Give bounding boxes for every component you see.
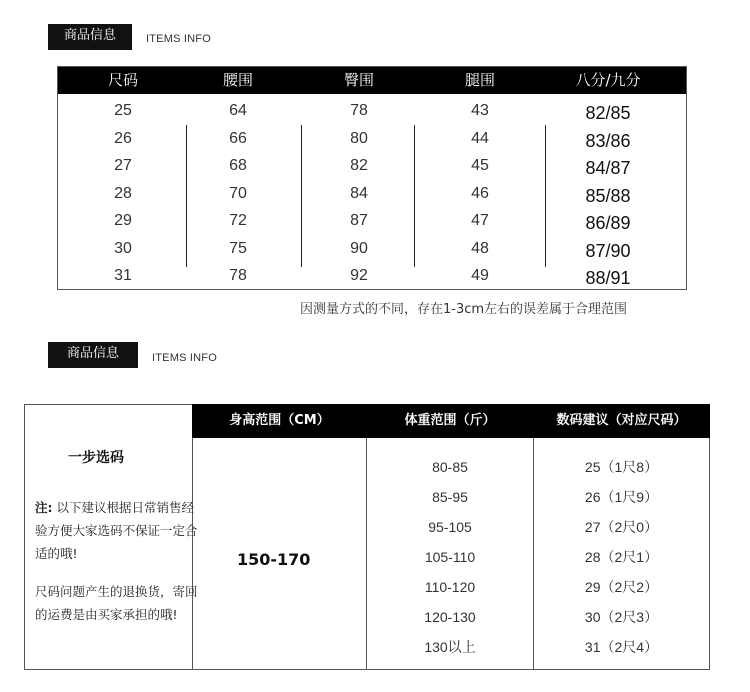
table-cell: 28 — [114, 184, 132, 202]
table-cell: 45 — [471, 157, 489, 174]
table-cell: 46 — [471, 184, 489, 202]
length-cell: 84/87 — [585, 158, 631, 178]
size-suggest-cell: 27（2尺0） — [584, 519, 659, 535]
header-height: 身高范围（CM） — [192, 404, 367, 438]
table-cell: 64 — [229, 102, 247, 119]
table-cell: 68 — [229, 157, 247, 174]
column-divider — [414, 125, 415, 267]
header-thigh: 腿围 — [464, 71, 495, 89]
column-divider — [186, 125, 187, 267]
header-length: 八分/九分 — [575, 71, 641, 89]
weight-range-cell: 105-110 — [424, 549, 476, 565]
length-cell: 85/88 — [585, 185, 631, 206]
table-cell: 92 — [350, 267, 368, 284]
measurement-note: 因测量方式的不同，存在1-3cm左右的误差属于合理范围 — [300, 302, 628, 317]
height-range: 150-170 — [237, 550, 311, 569]
table-cell: 70 — [229, 184, 247, 202]
table-cell: 87 — [350, 212, 368, 229]
weight-range-cell: 85-95 — [432, 489, 468, 505]
size-suggest-cell: 31（2尺4） — [584, 639, 659, 655]
weight-range-cell: 110-120 — [424, 579, 476, 595]
size-suggest-cell: 28（2尺1） — [584, 549, 659, 565]
table-cell: 43 — [471, 102, 489, 119]
table-cell: 25 — [114, 102, 132, 119]
section-subtitle: ITEMS INFO — [152, 352, 217, 364]
section-tag: 商品信息 — [48, 24, 132, 50]
table-cell: 90 — [350, 239, 368, 257]
note-label: 注: — [35, 500, 53, 515]
length-cell: 83/86 — [585, 130, 631, 151]
height-column — [192, 404, 367, 670]
left-panel-title: 一步选码 — [68, 450, 124, 466]
section-tag: 商品信息 — [48, 342, 138, 368]
selection-note — [35, 496, 200, 565]
weight-range-cell: 120-130 — [424, 609, 476, 625]
table-cell: 49 — [471, 267, 489, 284]
table-cell: 44 — [471, 129, 489, 147]
section-subtitle: ITEMS INFO — [146, 33, 211, 45]
weight-range-cell: 80-85 — [432, 459, 468, 475]
length-cell: 87/90 — [585, 240, 631, 261]
table-cell: 27 — [114, 157, 132, 174]
length-cell: 82/85 — [585, 103, 631, 123]
table-cell: 82 — [350, 157, 368, 174]
size-table — [57, 66, 687, 290]
table-cell: 26 — [114, 129, 132, 147]
header-suggest: 数码建议（对应尺码） — [533, 404, 710, 438]
table-cell: 72 — [229, 212, 247, 229]
column-divider — [545, 125, 546, 267]
note-text: 以下建议根据日常销售经验方便大家选码不保证一定合适的哦! — [35, 500, 198, 561]
header-size: 尺码 — [107, 71, 138, 89]
size-suggest-cell: 29（2尺2） — [584, 579, 659, 595]
table-cell: 48 — [471, 239, 489, 257]
table-cell: 29 — [114, 212, 132, 229]
table-cell: 78 — [350, 102, 368, 119]
size-suggest-cell: 25（1尺8） — [584, 459, 659, 475]
length-cell: 86/89 — [585, 213, 631, 233]
header-weight: 体重范围（斤） — [366, 404, 534, 438]
table-cell: 31 — [114, 267, 132, 284]
weight-range-cell: 130以上 — [424, 639, 476, 655]
table-cell: 75 — [229, 239, 247, 257]
size-suggest-cell: 30（2尺3） — [584, 609, 659, 625]
header-waist: 腰围 — [222, 71, 253, 89]
table-cell: 66 — [229, 129, 247, 147]
header-hip: 臀围 — [343, 71, 374, 89]
table-cell: 80 — [350, 129, 368, 147]
size-table-header — [58, 67, 686, 94]
column-divider — [301, 125, 302, 267]
return-note: 尺码问题产生的退换货，寄回的运费是由买家承担的哦! — [35, 584, 198, 622]
size-suggest-cell: 26（1尺9） — [584, 489, 659, 505]
size-guide-table — [24, 404, 710, 670]
weight-range-cell: 95-105 — [428, 519, 472, 535]
table-cell: 47 — [471, 212, 489, 229]
table-cell: 30 — [114, 239, 132, 257]
table-cell: 84 — [350, 184, 368, 202]
table-cell: 78 — [229, 267, 247, 284]
length-cell: 88/91 — [585, 268, 631, 288]
